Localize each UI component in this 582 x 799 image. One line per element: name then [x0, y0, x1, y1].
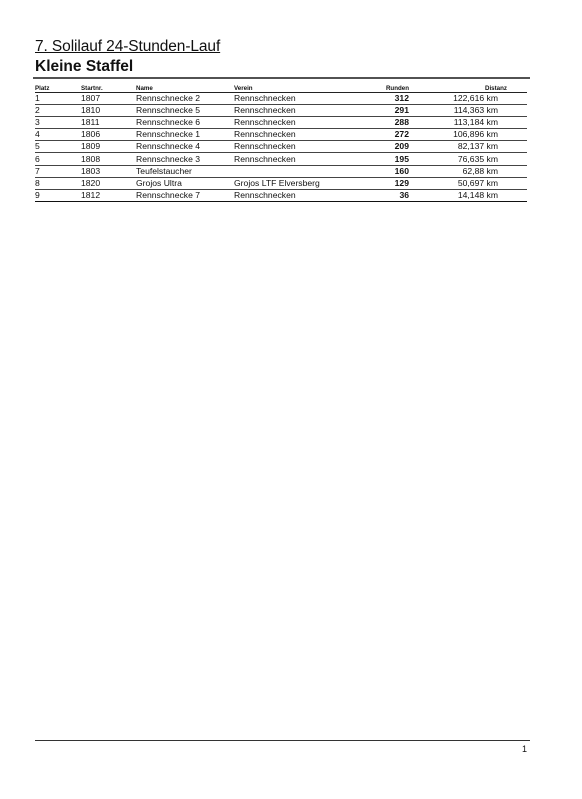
cell-verein: [234, 165, 358, 177]
cell-platz: 6: [35, 153, 81, 165]
cell-runden: 36: [358, 189, 409, 201]
results-table: [35, 81, 527, 202]
cell-verein: Grojos LTF Elversberg: [234, 177, 358, 189]
cell-startnr: 1820: [81, 177, 136, 189]
cell-verein: Rennschnecken: [234, 141, 358, 153]
page-number: 1: [522, 744, 528, 754]
cell-distanz: 76,635 km: [409, 153, 527, 165]
table-row: [35, 93, 527, 105]
table-row: [35, 153, 527, 165]
cell-startnr: 1807: [81, 93, 136, 105]
cell-startnr: 1810: [81, 105, 136, 117]
cell-verein: Rennschnecken: [234, 117, 358, 129]
cell-startnr: 1803: [81, 165, 136, 177]
cell-runden: 195: [358, 153, 409, 165]
table-row: [35, 105, 527, 117]
table-row: [35, 177, 527, 189]
cell-distanz: 106,896 km: [409, 129, 527, 141]
cell-platz: 9: [35, 189, 81, 201]
cell-distanz: 114,363 km: [409, 105, 527, 117]
table-row: [35, 141, 527, 153]
cell-runden: 160: [358, 165, 409, 177]
cell-verein: Rennschnecken: [234, 153, 358, 165]
cell-platz: 8: [35, 177, 81, 189]
header-platz: Platz: [35, 81, 81, 93]
table-row: [35, 189, 527, 201]
cell-name: Rennschnecke 7: [136, 189, 234, 201]
cell-distanz: 113,184 km: [409, 117, 527, 129]
table-row: [35, 117, 527, 129]
cell-startnr: 1806: [81, 129, 136, 141]
header-rule: [33, 77, 530, 80]
cell-distanz: 82,137 km: [409, 141, 527, 153]
cell-name: Teufelstaucher: [136, 165, 234, 177]
table-row: [35, 165, 527, 177]
cell-platz: 5: [35, 141, 81, 153]
table-header-row: [35, 81, 527, 93]
cell-runden: 272: [358, 129, 409, 141]
cell-name: Rennschnecke 5: [136, 105, 234, 117]
cell-runden: 129: [358, 177, 409, 189]
cell-name: Rennschnecke 6: [136, 117, 234, 129]
cell-platz: 2: [35, 105, 81, 117]
cell-runden: 288: [358, 117, 409, 129]
cell-verein: Rennschnecken: [234, 105, 358, 117]
cell-name: Rennschnecke 3: [136, 153, 234, 165]
footer-rule: [35, 740, 530, 741]
cell-startnr: 1808: [81, 153, 136, 165]
cell-name: Rennschnecke 2: [136, 93, 234, 105]
cell-runden: 209: [358, 141, 409, 153]
header-distanz: Distanz: [409, 81, 527, 93]
cell-verein: Rennschnecken: [234, 93, 358, 105]
cell-name: Rennschnecke 4: [136, 141, 234, 153]
header-name: Name: [136, 81, 234, 93]
cell-platz: 4: [35, 129, 81, 141]
cell-distanz: 62,88 km: [409, 165, 527, 177]
cell-startnr: 1811: [81, 117, 136, 129]
cell-platz: 1: [35, 93, 81, 105]
cell-distanz: 50,697 km: [409, 177, 527, 189]
cell-startnr: 1812: [81, 189, 136, 201]
cell-verein: Rennschnecken: [234, 129, 358, 141]
cell-runden: 291: [358, 105, 409, 117]
header-startnr: Startnr.: [81, 81, 136, 93]
cell-distanz: 122,616 km: [409, 93, 527, 105]
cell-startnr: 1809: [81, 141, 136, 153]
section-title: Kleine Staffel: [35, 58, 134, 75]
cell-platz: 3: [35, 117, 81, 129]
cell-distanz: 14,148 km: [409, 189, 527, 201]
cell-verein: Rennschnecken: [234, 189, 358, 201]
table-row: [35, 129, 527, 141]
page-title: 7. Solilauf 24-Stunden-Lauf: [35, 38, 221, 55]
cell-runden: 312: [358, 93, 409, 105]
header-verein: Verein: [234, 81, 358, 93]
cell-platz: 7: [35, 165, 81, 177]
header-runden: Runden: [358, 81, 409, 93]
cell-name: Grojos Ultra: [136, 177, 234, 189]
cell-name: Rennschnecke 1: [136, 129, 234, 141]
